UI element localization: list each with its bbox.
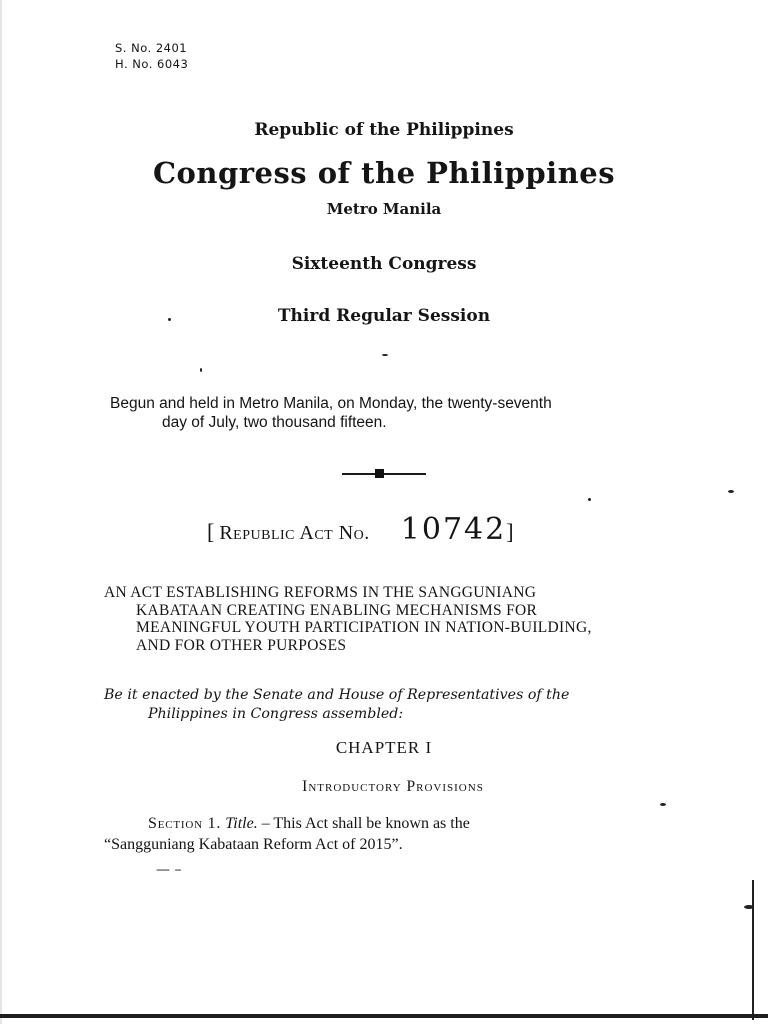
congress-heading: Congress of the Philippines (152, 156, 616, 190)
divider-ornament (342, 473, 426, 475)
open-bracket: [ (207, 519, 215, 544)
stray-dashes: — – (156, 862, 182, 878)
congress-number-heading: Sixteenth Congress (291, 254, 477, 274)
section-heading: Title. (225, 815, 258, 832)
location-heading: Metro Manila (326, 200, 442, 218)
republic-act-label: Republic Act No. (219, 522, 370, 544)
section-label: Section 1. (148, 815, 222, 832)
chapter-subheading: Introductory Provisions (302, 778, 484, 795)
scan-speck (168, 318, 171, 321)
begun-line-1: Begun and held in Metro Manila, on Monday, the twenty-seventh (110, 395, 552, 412)
section-1 (104, 813, 664, 855)
scan-speck (660, 803, 666, 806)
act-title (104, 584, 664, 654)
act-title-line-1: AN ACT ESTABLISHING REFORMS IN THE SANGGUNIANG (104, 584, 537, 601)
section-text-2: “Sangguniang Kabataan Reform Act of 2015”. (104, 836, 403, 853)
republic-heading: Republic of the Philippines (254, 120, 514, 140)
bill-numbers (115, 40, 188, 72)
house-bill-number: H. No. 6043 (115, 57, 189, 71)
act-title-line-2: KABATAAN CREATING ENABLING MECHANISMS FOR (136, 601, 538, 619)
scan-right-edge (752, 880, 754, 1020)
begun-line-2: day of July, two thousand fifteen. (162, 414, 387, 431)
enacting-clause (104, 686, 674, 724)
section-text-1: – This Act shall be known as the (257, 815, 470, 832)
close-bracket: ] (506, 519, 514, 544)
enacting-line-1: Be it enacted by the Senate and House of Representatives of the (104, 687, 570, 703)
scan-speck (200, 368, 202, 372)
divider-ornament-square (375, 469, 384, 478)
scan-speck (382, 354, 388, 356)
scan-speck (728, 490, 734, 493)
session-heading: Third Regular Session (277, 306, 491, 326)
act-title-line-4: AND FOR OTHER PURPOSES (136, 636, 347, 654)
republic-act-number (207, 512, 514, 547)
scan-speck (588, 498, 591, 501)
chapter-heading: CHAPTER I (335, 738, 433, 757)
senate-bill-number: S. No. 2401 (115, 41, 188, 55)
act-number: 10742 (400, 512, 507, 547)
scan-bottom-edge (0, 1014, 768, 1018)
act-title-line-3: MEANINGFUL YOUTH PARTICIPATION IN NATION-BUILDING, (136, 619, 592, 636)
begun-statement (110, 394, 670, 432)
scan-left-edge (0, 0, 2, 1024)
enacting-line-2: Philippines in Congress assembled: (148, 706, 404, 722)
